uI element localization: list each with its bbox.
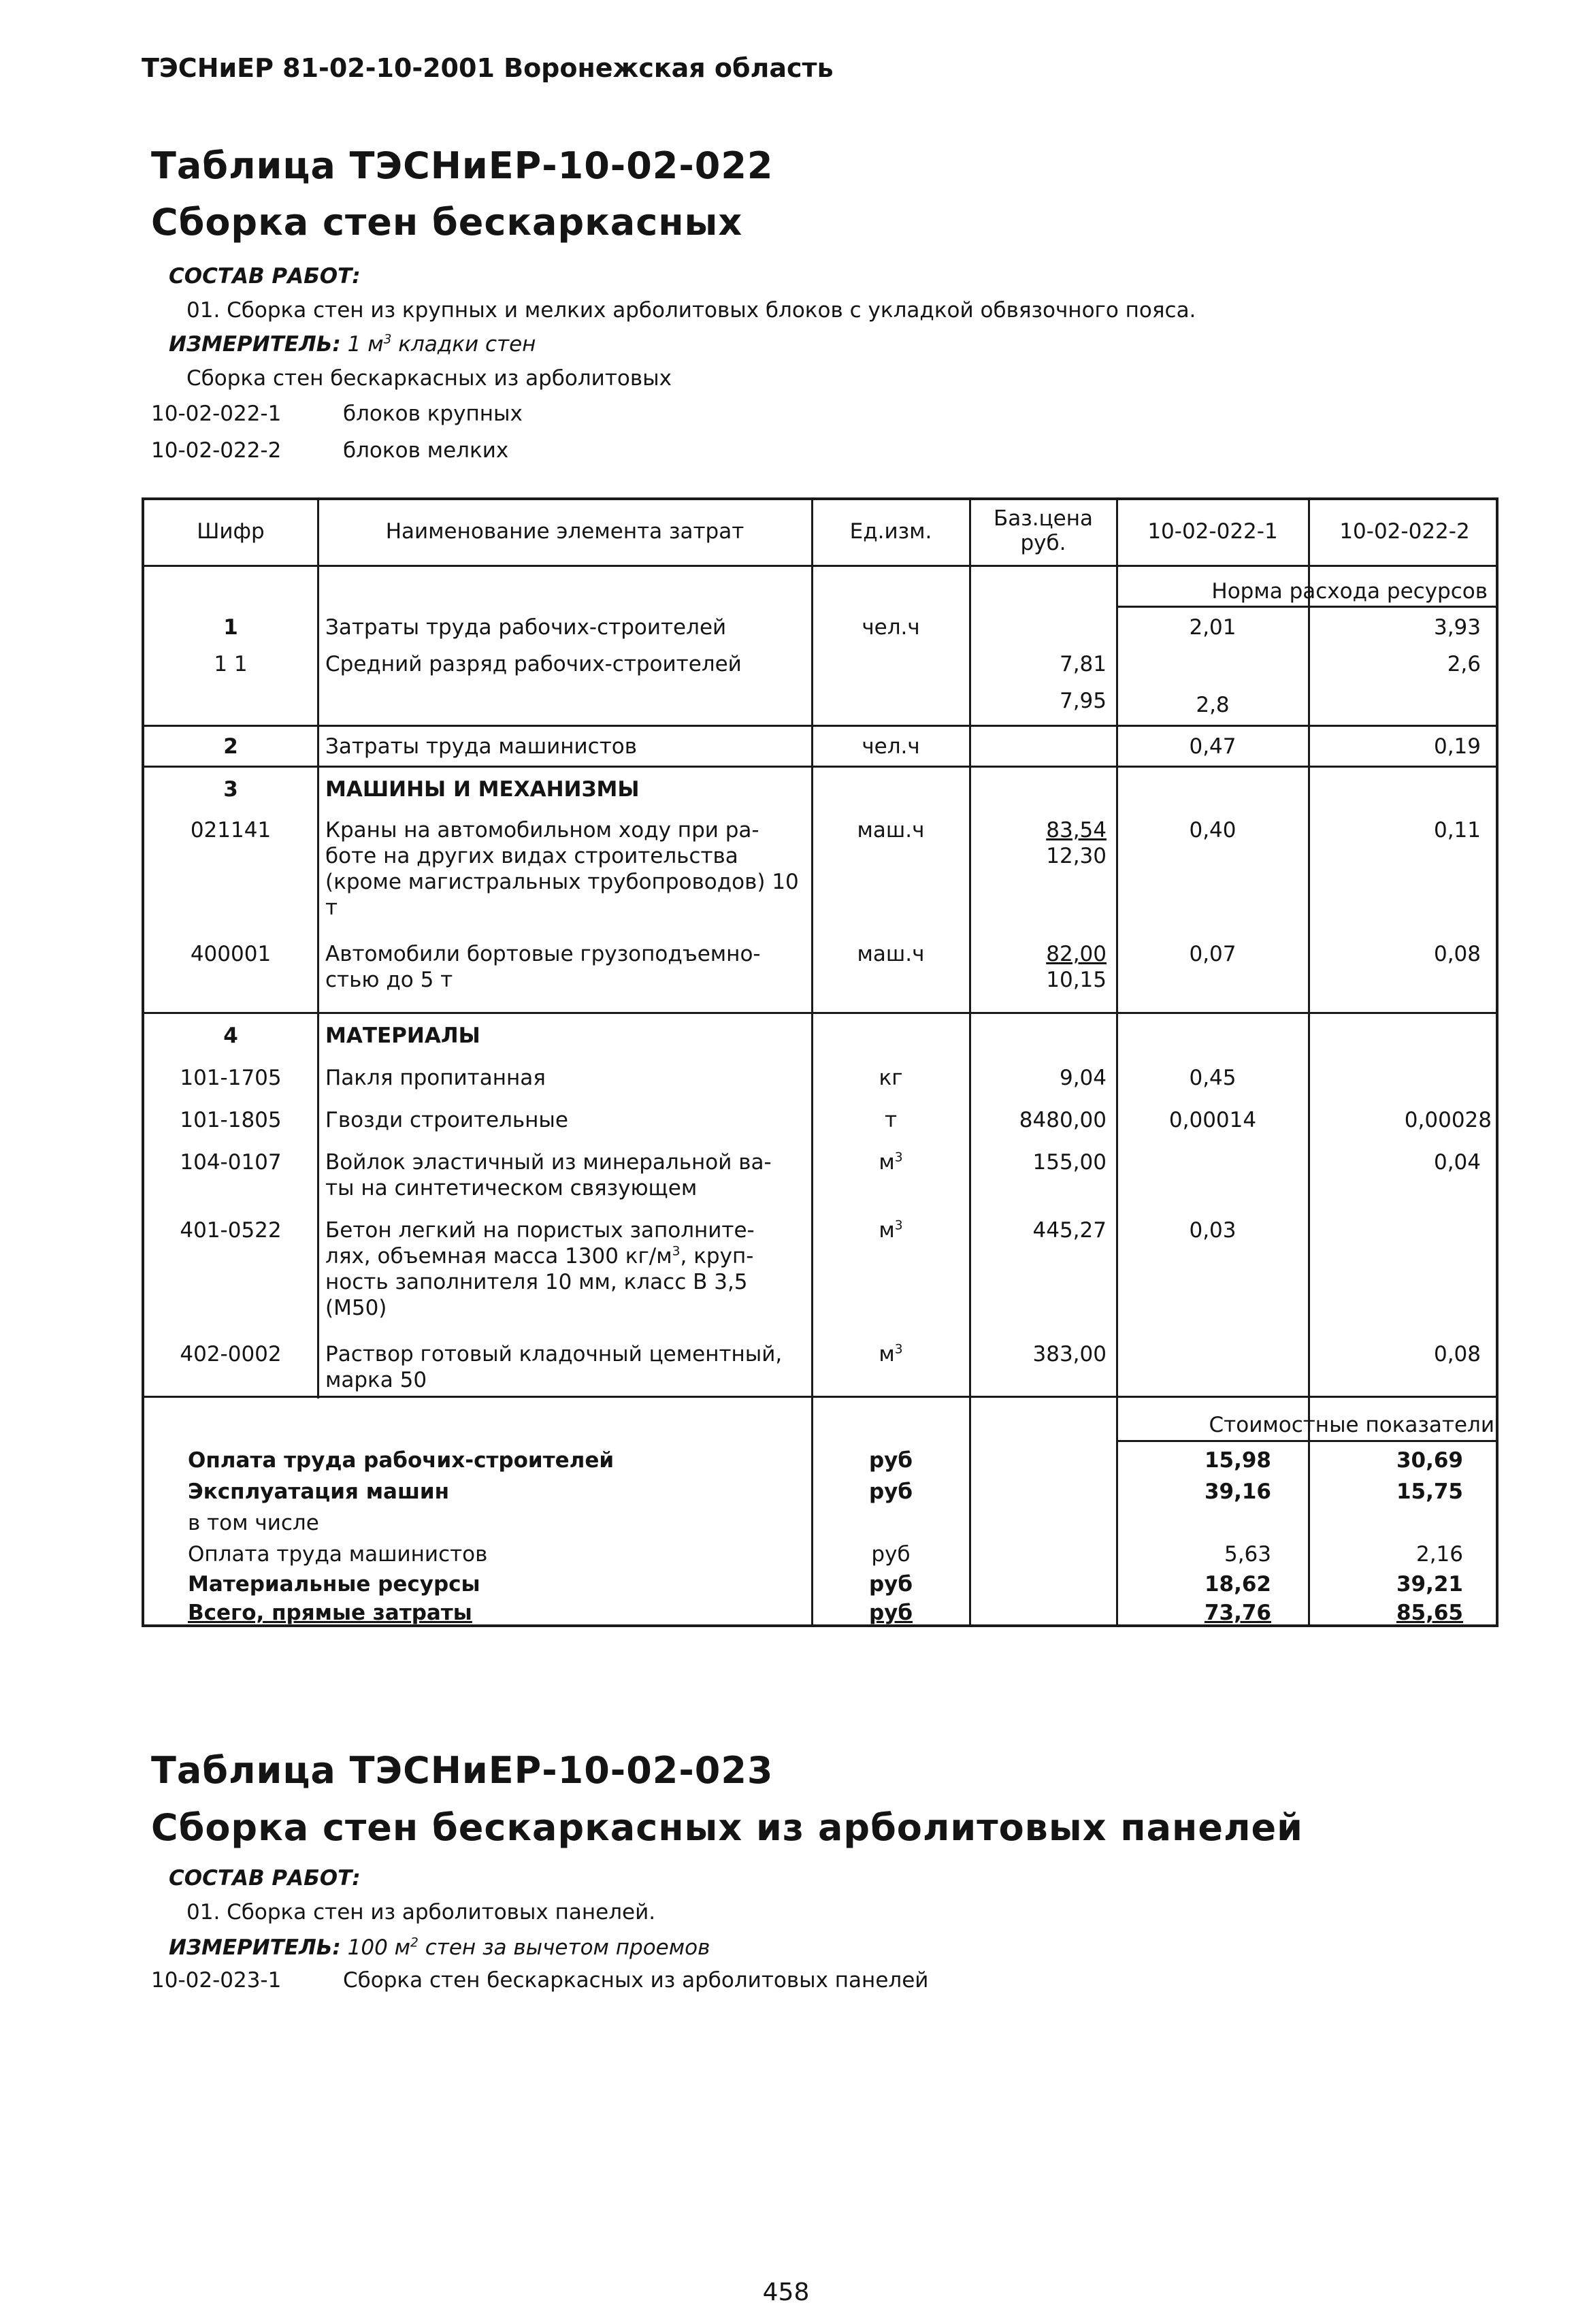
row-price: 7,95: [1059, 689, 1107, 713]
table2-title: Таблица ТЭСНиЕР-10-02-023: [151, 1749, 774, 1792]
row-value-1: 0,07: [1189, 942, 1237, 966]
row-price: 83,54: [1046, 818, 1107, 842]
row-name: Затраты труда рабочих-строителей: [325, 615, 727, 640]
row-price: 383,00: [1032, 1342, 1107, 1366]
row-price: 82,00: [1046, 942, 1107, 966]
row-unit: т: [884, 1108, 898, 1132]
variant-name: Сборка стен бескаркасных из арболитовых панелей: [343, 1968, 929, 1993]
row-divider: [144, 1396, 1499, 1398]
table1-subtitle: Сборка стен бескаркасных: [151, 201, 743, 244]
table2-sostav-label: СОСТАВ РАБОТ:: [169, 1866, 361, 1891]
row-code: 101-1805: [180, 1108, 282, 1132]
row-unit: кг: [879, 1066, 903, 1090]
row-name: Затраты труда машинистов: [325, 734, 638, 759]
variant-code: 10-02-022-2: [151, 438, 282, 463]
row-name: Раствор готовый кладочный цементный, марка 50: [325, 1342, 783, 1392]
row-divider: [1116, 1440, 1499, 1442]
variant-name: блоков крупных: [343, 402, 523, 426]
summary-name: в том числе: [188, 1511, 319, 1535]
row-value-1: 2,01: [1189, 615, 1237, 640]
row-value-2: 0,04: [1433, 1150, 1481, 1175]
row-code: 400001: [190, 942, 272, 966]
summary-value-2: 85,65: [1396, 1601, 1463, 1625]
row-value-2: 0,08: [1433, 1342, 1481, 1366]
row-price: 9,04: [1059, 1066, 1107, 1090]
row-code: 101-1705: [180, 1066, 282, 1090]
row-name: Пакля пропитанная: [325, 1066, 546, 1090]
column-divider: [317, 500, 319, 1398]
section-code: 3: [223, 777, 238, 802]
summary-name: Материальные ресурсы: [188, 1572, 480, 1597]
row-name: Средний разряд рабочих-строителей: [325, 652, 742, 676]
summary-value-2: 39,21: [1396, 1572, 1463, 1597]
row-name: Войлок эластичный из минеральной ва- ты на синтетическом связующем: [325, 1150, 772, 1200]
row-value-1: 2,8: [1196, 693, 1230, 717]
summary-value-1: 5,63: [1224, 1542, 1271, 1567]
row-unit: $м^3$: [879, 1150, 903, 1175]
cost-indicators-label: Стоимостные показатели: [1209, 1413, 1494, 1437]
row-price: 10,15: [1046, 968, 1107, 992]
row-value-2: 0,00028: [1404, 1108, 1492, 1132]
summary-value-2: 30,69: [1396, 1448, 1463, 1473]
table2-izmeritel: ИЗМЕРИТЕЛЬ: 100 $м^2$ стен за вычетом проемов: [169, 1935, 710, 1960]
table2-subtitle: Сборка стен бескаркасных из арболитовых панелей: [151, 1806, 1303, 1849]
row-value-2: 3,93: [1433, 615, 1481, 640]
row-divider: [144, 766, 1499, 768]
header-price-unit: руб.: [1020, 531, 1066, 555]
row-price: 12,30: [1046, 844, 1107, 868]
summary-unit: руб: [871, 1542, 911, 1567]
summary-value-1: 15,98: [1204, 1448, 1271, 1473]
row-name: Краны на автомобильном ходу при ра- боте на других видах строительства (кроме магистральных трубопроводов) 10 т: [325, 818, 799, 920]
row-value-1: 0,45: [1189, 1066, 1237, 1090]
row-code: 021141: [190, 818, 272, 842]
row-value-1: 0,47: [1189, 734, 1237, 759]
row-name: Автомобили бортовые грузоподъемно- стью до 5 т: [325, 942, 761, 992]
row-unit: $м^3$: [879, 1342, 903, 1366]
summary-name: Оплата труда машинистов: [188, 1542, 488, 1567]
header-variant-2: 10-02-022-2: [1339, 519, 1470, 544]
table1-sostav-label: СОСТАВ РАБОТ:: [169, 264, 361, 289]
row-value-1: 0,00014: [1168, 1108, 1257, 1132]
row-value-1: 0,40: [1189, 818, 1237, 842]
row-price: 8480,00: [1019, 1108, 1107, 1132]
row-unit: $м^3$: [879, 1218, 903, 1243]
row-value-2: 2,6: [1447, 652, 1481, 676]
summary-unit: руб: [868, 1601, 913, 1625]
variant-code: 10-02-022-1: [151, 402, 282, 426]
variant-name: блоков мелких: [343, 438, 509, 463]
group-caption: Сборка стен бескаркасных из арболитовых: [186, 366, 672, 391]
table1-title: Таблица ТЭСНиЕР-10-02-022: [151, 144, 774, 187]
summary-unit: руб: [868, 1448, 913, 1473]
section-title: МАТЕРИАЛЫ: [325, 1024, 480, 1048]
row-value-2: 0,11: [1433, 818, 1481, 842]
header-variant-1: 10-02-022-1: [1147, 519, 1278, 544]
summary-name: Эксплуатация машин: [188, 1479, 450, 1504]
row-price: 7,81: [1059, 652, 1107, 676]
row-price: 155,00: [1032, 1150, 1107, 1175]
row-code: 104-0107: [180, 1150, 282, 1175]
row-name: Гвозди строительные: [325, 1108, 568, 1132]
norma-label: Норма расхода ресурсов: [1211, 579, 1488, 604]
table1-izmeritel: ИЗМЕРИТЕЛЬ: 1 $м^3$ кладки стен: [169, 332, 536, 357]
summary-value-1: 18,62: [1204, 1572, 1271, 1597]
row-unit: чел.ч: [862, 615, 920, 640]
row-divider: [1116, 606, 1499, 608]
summary-value-1: 39,16: [1204, 1479, 1271, 1504]
row-name: Бетон легкий на пористых заполните- лях, объемная масса 1300 $кг/м^3$, круп- ность заполнителя 10 мм, класс В 3,5 (М50): [325, 1218, 755, 1320]
header-name: Наименование элемента затрат: [385, 519, 744, 544]
row-code: 2: [223, 734, 238, 759]
row-code: 401-0522: [180, 1218, 282, 1243]
summary-value-2: 2,16: [1415, 1542, 1463, 1567]
document-header: ТЭСНиЕР 81-02-10-2001 Воронежская область: [142, 53, 834, 83]
summary-name: Всего, прямые затраты: [188, 1601, 472, 1625]
row-code: 402-0002: [180, 1342, 282, 1366]
summary-name: Оплата труда рабочих-строителей: [188, 1448, 615, 1473]
row-value-2: 0,19: [1433, 734, 1481, 759]
row-divider: [144, 1012, 1499, 1014]
page-number: 458: [762, 2278, 810, 2306]
table2-sostav-text: 01. Сборка стен из арболитовых панелей.: [186, 1900, 656, 1925]
row-unit: маш.ч: [857, 818, 925, 842]
resource-norms-table: [142, 497, 1499, 1627]
row-value-2: 0,08: [1433, 942, 1481, 966]
row-divider: [144, 565, 1499, 567]
table1-sostav-text: 01. Сборка стен из крупных и мелких арболитовых блоков с укладкой обвязочного пояса.: [186, 298, 1196, 323]
variant-code: 10-02-023-1: [151, 1968, 282, 1993]
header-unit: Ед.изм.: [849, 519, 932, 544]
row-price: 445,27: [1032, 1218, 1107, 1243]
row-code: 1: [223, 615, 238, 640]
row-unit: чел.ч: [862, 734, 920, 759]
summary-value-1: 73,76: [1204, 1601, 1271, 1625]
header-code: Шифр: [197, 519, 265, 544]
row-code: 1 1: [214, 652, 248, 676]
summary-unit: руб: [868, 1572, 913, 1597]
summary-value-2: 15,75: [1396, 1479, 1463, 1504]
section-title: МАШИНЫ И МЕХАНИЗМЫ: [325, 777, 640, 802]
header-price: Баз.цена: [993, 506, 1094, 531]
row-value-1: 0,03: [1189, 1218, 1237, 1243]
section-code: 4: [223, 1024, 238, 1048]
row-unit: маш.ч: [857, 942, 925, 966]
summary-unit: руб: [868, 1479, 913, 1504]
row-divider: [144, 725, 1499, 727]
